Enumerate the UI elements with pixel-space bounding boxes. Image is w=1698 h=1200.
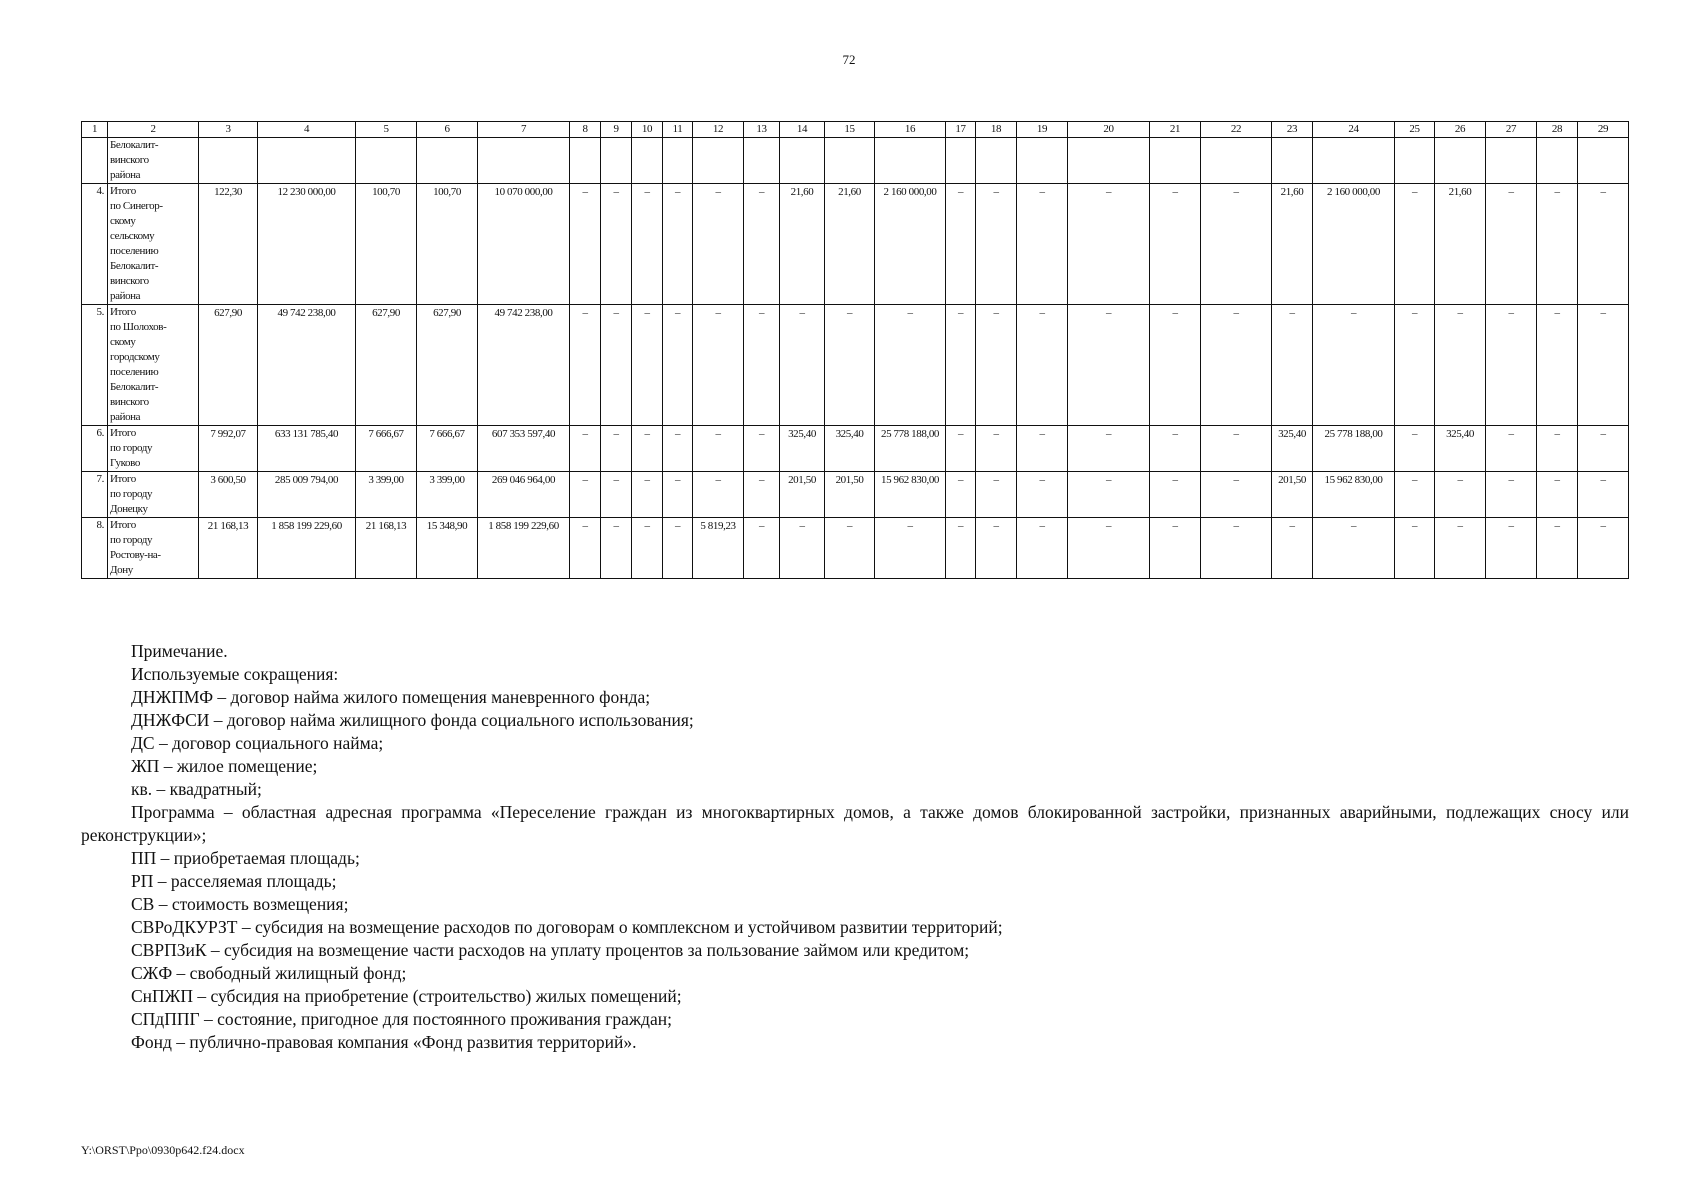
page-number: 72 — [842, 52, 856, 67]
value-cell: 201,50 — [1272, 472, 1313, 518]
column-header: 1 — [82, 122, 108, 138]
empty-cell — [1150, 138, 1201, 184]
value-cell: – — [1150, 305, 1201, 426]
value-cell: 15 348,90 — [417, 518, 478, 579]
value-cell: – — [1395, 184, 1435, 305]
value-cell: 325,40 — [780, 426, 825, 472]
value-cell: – — [1578, 518, 1629, 579]
value-cell: 201,50 — [780, 472, 825, 518]
value-cell: – — [1486, 305, 1537, 426]
value-cell: – — [976, 184, 1017, 305]
value-cell: – — [744, 426, 780, 472]
empty-cell — [1313, 138, 1395, 184]
empty-cell — [258, 138, 356, 184]
column-header: 12 — [693, 122, 744, 138]
empty-cell — [199, 138, 258, 184]
table-row — [82, 518, 1629, 579]
column-header: 29 — [1578, 122, 1629, 138]
value-cell: – — [1486, 184, 1537, 305]
value-cell: – — [1068, 518, 1150, 579]
value-cell: 21,60 — [825, 184, 875, 305]
note-line: ДНЖПМФ – договор найма жилого помещения маневренного фонда; — [131, 687, 651, 707]
value-cell: 49 742 238,00 — [258, 305, 356, 426]
value-cell: – — [1578, 472, 1629, 518]
row-number — [82, 138, 108, 184]
empty-cell — [1017, 138, 1068, 184]
empty-cell — [1201, 138, 1272, 184]
empty-cell — [663, 138, 693, 184]
column-header: 18 — [976, 122, 1017, 138]
empty-cell — [632, 138, 663, 184]
value-cell: 7 666,67 — [417, 426, 478, 472]
value-cell: – — [1150, 184, 1201, 305]
column-header: 21 — [1150, 122, 1201, 138]
value-cell: – — [1435, 472, 1486, 518]
value-cell: – — [1486, 472, 1537, 518]
column-header: 25 — [1395, 122, 1435, 138]
value-cell: 325,40 — [1435, 426, 1486, 472]
file-path: Y:\ORST\Ppo\0930p642.f24.docx — [81, 1143, 245, 1157]
value-cell: – — [663, 184, 693, 305]
column-header: 16 — [875, 122, 946, 138]
value-cell: – — [601, 426, 632, 472]
value-cell: – — [1150, 472, 1201, 518]
column-header: 22 — [1201, 122, 1272, 138]
value-cell: – — [744, 518, 780, 579]
value-cell: 21 168,13 — [199, 518, 258, 579]
value-cell: 1 858 199 229,60 — [478, 518, 570, 579]
empty-cell — [601, 138, 632, 184]
value-cell: – — [1201, 305, 1272, 426]
value-cell: 285 009 794,00 — [258, 472, 356, 518]
value-cell: – — [1395, 472, 1435, 518]
note-line: СЖФ – свободный жилищный фонд; — [131, 963, 407, 983]
column-header: 8 — [570, 122, 601, 138]
value-cell: – — [1017, 472, 1068, 518]
value-cell: – — [1017, 305, 1068, 426]
note-line: Фонд – публично-правовая компания «Фонд развития территорий». — [131, 1032, 637, 1052]
value-cell: 21,60 — [1272, 184, 1313, 305]
value-cell: – — [1435, 305, 1486, 426]
value-cell: – — [1068, 184, 1150, 305]
empty-cell — [780, 138, 825, 184]
value-cell: – — [1017, 184, 1068, 305]
table-row — [82, 426, 1629, 472]
value-cell: – — [1537, 426, 1578, 472]
value-cell: – — [744, 305, 780, 426]
column-header: 19 — [1017, 122, 1068, 138]
row-name: Итого по городу Донецку — [108, 472, 199, 518]
table-row — [82, 138, 1629, 184]
value-cell: – — [1537, 305, 1578, 426]
value-cell: – — [780, 305, 825, 426]
value-cell: – — [1578, 426, 1629, 472]
value-cell: 21,60 — [1435, 184, 1486, 305]
value-cell: 607 353 597,40 — [478, 426, 570, 472]
column-header: 26 — [1435, 122, 1486, 138]
value-cell: – — [663, 518, 693, 579]
value-cell: – — [570, 184, 601, 305]
value-cell: – — [1201, 518, 1272, 579]
column-header: 2 — [108, 122, 199, 138]
row-number: 7. — [82, 472, 108, 518]
value-cell: 49 742 238,00 — [478, 305, 570, 426]
value-cell: – — [1486, 518, 1537, 579]
value-cell: – — [632, 518, 663, 579]
empty-cell — [356, 138, 417, 184]
value-cell: 2 160 000,00 — [1313, 184, 1395, 305]
column-header: 17 — [946, 122, 976, 138]
value-cell: – — [976, 305, 1017, 426]
column-header: 11 — [663, 122, 693, 138]
value-cell: – — [1201, 426, 1272, 472]
value-cell: 21,60 — [780, 184, 825, 305]
value-cell: – — [1150, 518, 1201, 579]
column-header: 24 — [1313, 122, 1395, 138]
value-cell: – — [744, 472, 780, 518]
value-cell: – — [632, 184, 663, 305]
value-cell: 100,70 — [417, 184, 478, 305]
value-cell: 325,40 — [825, 426, 875, 472]
notes-section — [81, 640, 1629, 1054]
note-line: СВ – стоимость возмещения; — [131, 894, 349, 914]
value-cell: – — [1486, 426, 1537, 472]
data-table — [81, 121, 1629, 579]
value-cell: – — [693, 472, 744, 518]
value-cell: – — [1435, 518, 1486, 579]
value-cell: – — [1017, 426, 1068, 472]
value-cell: – — [780, 518, 825, 579]
value-cell: 2 160 000,00 — [875, 184, 946, 305]
empty-cell — [875, 138, 946, 184]
value-cell: – — [1068, 472, 1150, 518]
value-cell: – — [570, 426, 601, 472]
value-cell: – — [825, 518, 875, 579]
value-cell: – — [976, 426, 1017, 472]
value-cell: – — [1537, 518, 1578, 579]
value-cell: – — [601, 472, 632, 518]
value-cell: 15 962 830,00 — [1313, 472, 1395, 518]
note-line: Программа – областная адресная программа «Переселение граждан из многоквартирных домов, а также домов блокированной застройки, признанных аварийными, подлежащих сносу или реконструкции»; — [81, 802, 1629, 845]
value-cell: – — [1150, 426, 1201, 472]
note-line: ПП – приобретаемая площадь; — [131, 848, 360, 868]
value-cell: 122,30 — [199, 184, 258, 305]
value-cell: – — [632, 426, 663, 472]
empty-cell — [976, 138, 1017, 184]
column-header: 3 — [199, 122, 258, 138]
value-cell: – — [570, 472, 601, 518]
row-number: 4. — [82, 184, 108, 305]
value-cell: – — [1578, 184, 1629, 305]
value-cell: – — [1395, 305, 1435, 426]
column-header: 28 — [1537, 122, 1578, 138]
value-cell: – — [1201, 472, 1272, 518]
row-name: Итого по городу Гуково — [108, 426, 199, 472]
value-cell: – — [946, 305, 976, 426]
value-cell: 12 230 000,00 — [258, 184, 356, 305]
value-cell: 7 992,07 — [199, 426, 258, 472]
value-cell: – — [632, 305, 663, 426]
empty-cell — [1395, 138, 1435, 184]
value-cell: 269 046 964,00 — [478, 472, 570, 518]
value-cell: – — [946, 426, 976, 472]
value-cell: – — [693, 305, 744, 426]
note-line: СнПЖП – субсидия на приобретение (строительство) жилых помещений; — [131, 986, 682, 1006]
column-header: 6 — [417, 122, 478, 138]
value-cell: – — [1201, 184, 1272, 305]
value-cell: 100,70 — [356, 184, 417, 305]
value-cell: – — [1537, 472, 1578, 518]
empty-cell — [693, 138, 744, 184]
value-cell: – — [976, 518, 1017, 579]
column-header: 9 — [601, 122, 632, 138]
column-header: 4 — [258, 122, 356, 138]
column-header: 13 — [744, 122, 780, 138]
column-header: 27 — [1486, 122, 1537, 138]
row-number: 5. — [82, 305, 108, 426]
empty-cell — [1578, 138, 1629, 184]
empty-cell — [570, 138, 601, 184]
value-cell: – — [875, 305, 946, 426]
note-line: СПдППГ – состояние, пригодное для постоянного проживания граждан; — [131, 1009, 672, 1029]
value-cell: 5 819,23 — [693, 518, 744, 579]
empty-cell — [1486, 138, 1537, 184]
column-header: 20 — [1068, 122, 1150, 138]
value-cell: 325,40 — [1272, 426, 1313, 472]
note-line: Примечание. — [131, 641, 228, 661]
value-cell: – — [1313, 305, 1395, 426]
value-cell: – — [570, 518, 601, 579]
note-line: ДС – договор социального найма; — [131, 733, 384, 753]
table-row — [82, 184, 1629, 305]
empty-cell — [825, 138, 875, 184]
value-cell: 25 778 188,00 — [875, 426, 946, 472]
empty-cell — [744, 138, 780, 184]
column-header: 14 — [780, 122, 825, 138]
column-header: 10 — [632, 122, 663, 138]
empty-cell — [1068, 138, 1150, 184]
value-cell: – — [946, 184, 976, 305]
value-cell: – — [693, 426, 744, 472]
value-cell: 3 600,50 — [199, 472, 258, 518]
column-header: 5 — [356, 122, 417, 138]
value-cell: – — [632, 472, 663, 518]
value-cell: 15 962 830,00 — [875, 472, 946, 518]
value-cell: – — [875, 518, 946, 579]
value-cell: – — [663, 305, 693, 426]
value-cell: 1 858 199 229,60 — [258, 518, 356, 579]
value-cell: – — [1395, 518, 1435, 579]
value-cell: – — [946, 518, 976, 579]
table-header-row — [82, 122, 1629, 138]
value-cell: – — [663, 472, 693, 518]
value-cell: – — [1272, 518, 1313, 579]
empty-cell — [1435, 138, 1486, 184]
value-cell: – — [946, 472, 976, 518]
note-line: СВРПЗиК – субсидия на возмещение части расходов на уплату процентов за пользование займом или кредитом; — [131, 940, 970, 960]
value-cell: – — [1272, 305, 1313, 426]
column-header: 7 — [478, 122, 570, 138]
value-cell: – — [1068, 426, 1150, 472]
column-header: 15 — [825, 122, 875, 138]
note-line: РП – расселяемая площадь; — [131, 871, 337, 891]
row-name: Итого по Шолохов- скому городскому поселению Белокалит- винского района — [108, 305, 199, 426]
empty-cell — [417, 138, 478, 184]
table-row — [82, 305, 1629, 426]
table-row — [82, 472, 1629, 518]
value-cell: – — [744, 184, 780, 305]
value-cell: 627,90 — [199, 305, 258, 426]
value-cell: – — [825, 305, 875, 426]
note-line: ЖП – жилое помещение; — [131, 756, 318, 776]
value-cell: 201,50 — [825, 472, 875, 518]
value-cell: 633 131 785,40 — [258, 426, 356, 472]
row-number: 8. — [82, 518, 108, 579]
value-cell: – — [570, 305, 601, 426]
value-cell: – — [1395, 426, 1435, 472]
value-cell: – — [601, 184, 632, 305]
note-line: ДНЖФСИ – договор найма жилищного фонда социального использования; — [131, 710, 694, 730]
row-name: Итого по городу Ростову-на- Дону — [108, 518, 199, 579]
value-cell: 25 778 188,00 — [1313, 426, 1395, 472]
value-cell: – — [976, 472, 1017, 518]
value-cell: – — [1313, 518, 1395, 579]
empty-cell — [1272, 138, 1313, 184]
note-line: кв. – квадратный; — [131, 779, 262, 799]
value-cell: 3 399,00 — [417, 472, 478, 518]
value-cell: 10 070 000,00 — [478, 184, 570, 305]
value-cell: 627,90 — [356, 305, 417, 426]
value-cell: – — [1068, 305, 1150, 426]
empty-cell — [478, 138, 570, 184]
value-cell: – — [1537, 184, 1578, 305]
value-cell: 627,90 — [417, 305, 478, 426]
empty-cell — [946, 138, 976, 184]
value-cell: 21 168,13 — [356, 518, 417, 579]
value-cell: 7 666,67 — [356, 426, 417, 472]
value-cell: – — [601, 518, 632, 579]
column-header: 23 — [1272, 122, 1313, 138]
value-cell: 3 399,00 — [356, 472, 417, 518]
note-line: СВРоДКУРЗТ – субсидия на возмещение расходов по договорам о комплексном и устойчивом развитии территорий; — [131, 917, 1003, 937]
row-number: 6. — [82, 426, 108, 472]
value-cell: – — [601, 305, 632, 426]
value-cell: – — [663, 426, 693, 472]
value-cell: – — [1578, 305, 1629, 426]
value-cell: – — [693, 184, 744, 305]
value-cell: – — [1017, 518, 1068, 579]
row-name: Белокалит- винского района — [108, 138, 199, 184]
empty-cell — [1537, 138, 1578, 184]
row-name: Итого по Синегор- скому сельскому поселению Белокалит- винского района — [108, 184, 199, 305]
note-line: Используемые сокращения: — [131, 664, 339, 684]
